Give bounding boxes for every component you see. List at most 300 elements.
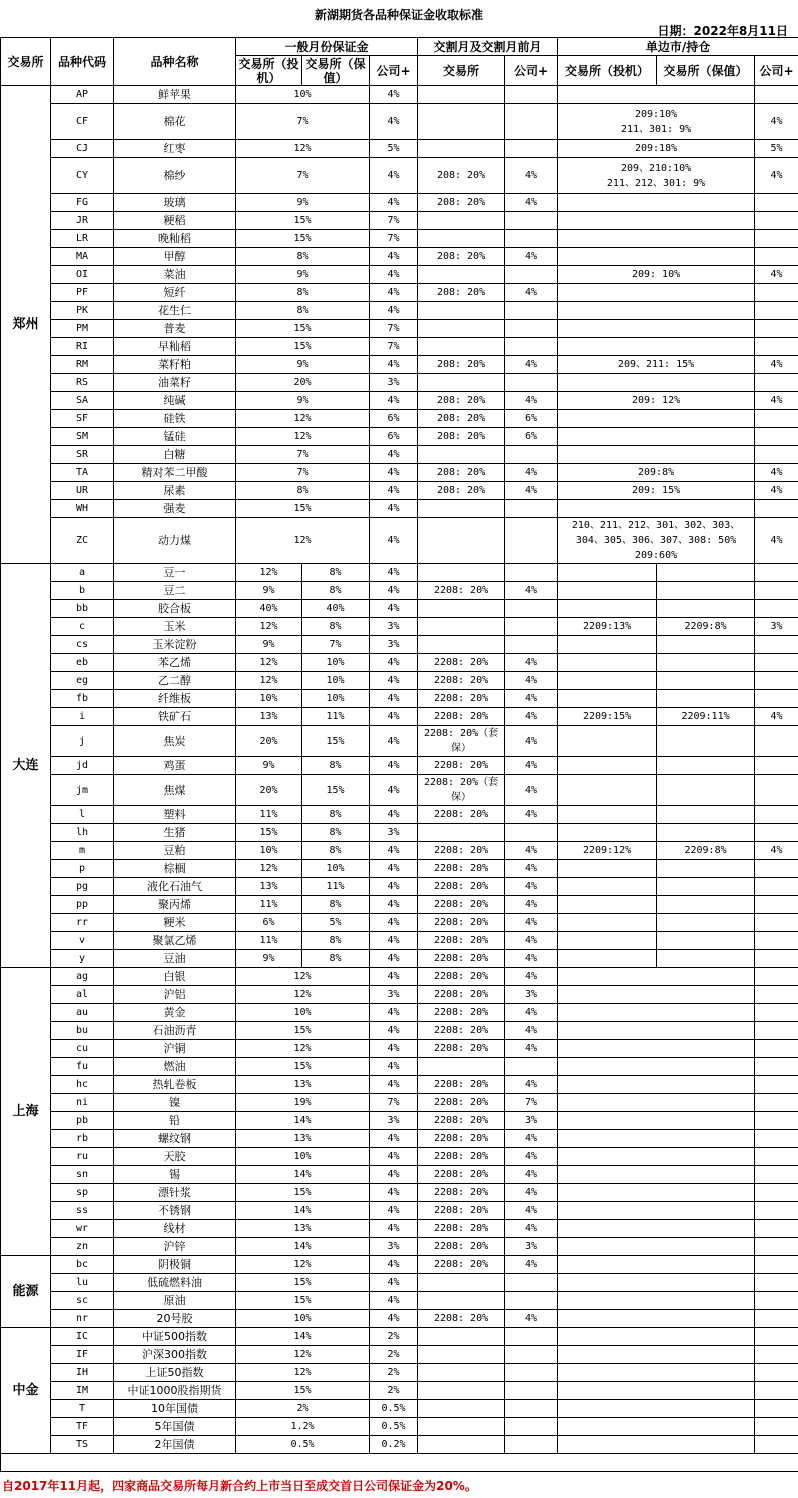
table-row [1, 1292, 798, 1310]
product-code: bu [51, 1022, 114, 1040]
unilateral-exchange-margin: 209、210:10% 211、212、301: 9% [558, 158, 755, 194]
unilateral-company-margin [755, 1166, 798, 1184]
unilateral-exchange-margin [558, 986, 755, 1004]
table-row [1, 158, 798, 194]
unilateral-company-margin [755, 1364, 798, 1382]
unilateral-company-margin [755, 428, 798, 446]
general-exchange-hedge: 8% [302, 842, 370, 860]
unilateral-exchange-margin [558, 1094, 755, 1112]
unilateral-exchange-hedge [657, 775, 755, 806]
product-name: 纯碱 [114, 392, 236, 410]
general-company-margin: 4% [370, 1220, 418, 1238]
general-company-margin: 3% [370, 824, 418, 842]
general-company-margin: 4% [370, 1004, 418, 1022]
general-company-margin: 7% [370, 212, 418, 230]
general-exchange-spec: 13% [236, 878, 302, 896]
product-code: ZC [51, 518, 114, 564]
product-code: eb [51, 654, 114, 672]
unilateral-company-margin: 4% [755, 266, 798, 284]
delivery-company-margin: 4% [505, 914, 558, 932]
unilateral-company-margin [755, 86, 798, 104]
product-code: IF [51, 1346, 114, 1364]
product-name: 乙二醇 [114, 672, 236, 690]
general-company-margin: 4% [370, 1130, 418, 1148]
product-name: 原油 [114, 1292, 236, 1310]
delivery-exchange-margin [418, 446, 505, 464]
delivery-company-margin [505, 230, 558, 248]
product-name: 早籼稻 [114, 338, 236, 356]
general-exchange-hedge: 8% [302, 896, 370, 914]
delivery-exchange-margin [418, 564, 505, 582]
general-exchange-margin: 12% [236, 968, 370, 986]
unilateral-company-margin [755, 230, 798, 248]
general-exchange-margin: 15% [236, 1382, 370, 1400]
delivery-exchange-margin: 2208: 20% [418, 1130, 505, 1148]
table-row [1, 230, 798, 248]
product-name: 菜油 [114, 266, 236, 284]
general-company-margin: 4% [370, 1076, 418, 1094]
product-code: ni [51, 1094, 114, 1112]
unilateral-exchange-margin [558, 248, 755, 266]
general-company-margin: 4% [370, 1022, 418, 1040]
unilateral-exchange-margin [558, 212, 755, 230]
unilateral-exchange-margin: 209:18% [558, 140, 755, 158]
general-company-margin: 4% [370, 775, 418, 806]
unilateral-company-margin [755, 1418, 798, 1436]
product-code: lu [51, 1274, 114, 1292]
general-company-margin: 4% [370, 842, 418, 860]
delivery-company-margin [505, 1400, 558, 1418]
delivery-company-margin [505, 1364, 558, 1382]
general-company-margin: 4% [370, 654, 418, 672]
unilateral-exchange-margin [558, 302, 755, 320]
product-code: JR [51, 212, 114, 230]
general-exchange-margin: 19% [236, 1094, 370, 1112]
unilateral-company-margin: 4% [755, 842, 798, 860]
table-row [1, 266, 798, 284]
unilateral-exchange-spec: 2209:13% [558, 618, 657, 636]
unilateral-exchange-margin [558, 86, 755, 104]
general-exchange-margin: 12% [236, 1364, 370, 1382]
general-exchange-margin: 12% [236, 410, 370, 428]
delivery-company-margin: 4% [505, 1220, 558, 1238]
unilateral-company-margin [755, 775, 798, 806]
general-company-margin: 4% [370, 158, 418, 194]
general-exchange-hedge: 7% [302, 636, 370, 654]
delivery-exchange-margin [418, 1382, 505, 1400]
unilateral-company-margin [755, 320, 798, 338]
product-name: 漂针浆 [114, 1184, 236, 1202]
general-exchange-spec: 9% [236, 757, 302, 775]
delivery-exchange-margin: 208: 20% [418, 248, 505, 266]
unilateral-exchange-spec [558, 950, 657, 968]
unilateral-exchange-spec [558, 726, 657, 757]
general-exchange-margin: 12% [236, 140, 370, 158]
product-name: 锰硅 [114, 428, 236, 446]
unilateral-exchange-hedge [657, 860, 755, 878]
general-exchange-margin: 7% [236, 158, 370, 194]
general-exchange-hedge: 8% [302, 950, 370, 968]
delivery-exchange-margin [418, 824, 505, 842]
delivery-company-margin: 4% [505, 1202, 558, 1220]
delivery-company-margin [505, 1292, 558, 1310]
delivery-exchange-margin: 2208: 20% [418, 878, 505, 896]
header-exchange: 交易所 [1, 38, 51, 86]
table-row [1, 690, 798, 708]
general-company-margin: 4% [370, 284, 418, 302]
unilateral-exchange-margin [558, 1166, 755, 1184]
product-code: nr [51, 1310, 114, 1328]
unilateral-exchange-hedge [657, 932, 755, 950]
product-code: bb [51, 600, 114, 618]
delivery-company-margin: 4% [505, 950, 558, 968]
product-code: j [51, 726, 114, 757]
delivery-exchange-margin: 2208: 20% [418, 932, 505, 950]
unilateral-company-margin [755, 564, 798, 582]
delivery-company-margin: 4% [505, 1256, 558, 1274]
product-name: 不锈钢 [114, 1202, 236, 1220]
unilateral-exchange-hedge [657, 806, 755, 824]
unilateral-company-margin [755, 986, 798, 1004]
product-name: 10年国债 [114, 1400, 236, 1418]
product-name: 豆油 [114, 950, 236, 968]
product-code: T [51, 1400, 114, 1418]
unilateral-company-margin [755, 1076, 798, 1094]
general-exchange-hedge: 8% [302, 618, 370, 636]
general-company-margin: 3% [370, 636, 418, 654]
delivery-exchange-margin [418, 140, 505, 158]
product-code: bc [51, 1256, 114, 1274]
delivery-company-margin: 4% [505, 878, 558, 896]
table-row [1, 896, 798, 914]
unilateral-exchange-spec: 2209:12% [558, 842, 657, 860]
unilateral-exchange-margin [558, 1058, 755, 1076]
product-name: 石油沥青 [114, 1022, 236, 1040]
product-name: 玉米淀粉 [114, 636, 236, 654]
delivery-exchange-margin: 2208: 20% [418, 896, 505, 914]
delivery-exchange-margin: 2208: 20% [418, 1166, 505, 1184]
delivery-exchange-margin [418, 1328, 505, 1346]
delivery-company-margin: 6% [505, 428, 558, 446]
general-company-margin: 4% [370, 1274, 418, 1292]
product-code: a [51, 564, 114, 582]
product-name: 纤维板 [114, 690, 236, 708]
table-row [1, 338, 798, 356]
general-company-margin: 4% [370, 950, 418, 968]
product-code: CF [51, 104, 114, 140]
delivery-company-margin: 4% [505, 806, 558, 824]
general-company-margin: 4% [370, 194, 418, 212]
unilateral-company-margin [755, 932, 798, 950]
general-company-margin: 4% [370, 104, 418, 140]
product-code: SR [51, 446, 114, 464]
product-code: pp [51, 896, 114, 914]
general-company-margin: 4% [370, 500, 418, 518]
product-code: b [51, 582, 114, 600]
delivery-exchange-margin: 208: 20% [418, 410, 505, 428]
unilateral-exchange-hedge [657, 824, 755, 842]
unilateral-exchange-hedge [657, 757, 755, 775]
product-code: cu [51, 1040, 114, 1058]
general-exchange-margin: 14% [236, 1202, 370, 1220]
general-exchange-spec: 6% [236, 914, 302, 932]
exchange-label: 郑州 [1, 86, 51, 564]
delivery-company-margin [505, 500, 558, 518]
delivery-company-margin [505, 1418, 558, 1436]
general-company-margin: 4% [370, 302, 418, 320]
header-delivery-company: 公司+ [505, 56, 558, 86]
general-exchange-hedge: 11% [302, 708, 370, 726]
exchange-label: 中金 [1, 1328, 51, 1454]
table-row [1, 482, 798, 500]
delivery-company-margin: 4% [505, 1310, 558, 1328]
product-code: al [51, 986, 114, 1004]
delivery-company-margin: 4% [505, 860, 558, 878]
table-row [1, 806, 798, 824]
general-exchange-spec: 12% [236, 564, 302, 582]
product-name: 焦炭 [114, 726, 236, 757]
table-row [1, 500, 798, 518]
general-company-margin: 6% [370, 410, 418, 428]
general-exchange-spec: 11% [236, 932, 302, 950]
product-code: y [51, 950, 114, 968]
general-exchange-spec: 12% [236, 618, 302, 636]
product-name: 粳稻 [114, 212, 236, 230]
table-row [1, 302, 798, 320]
product-name: 玻璃 [114, 194, 236, 212]
unilateral-company-margin [755, 1436, 798, 1454]
unilateral-exchange-margin [558, 1004, 755, 1022]
header-general-exchange-spec: 交易所（投机） [236, 56, 302, 86]
delivery-company-margin: 4% [505, 654, 558, 672]
table-row [1, 1418, 798, 1436]
general-exchange-margin: 9% [236, 266, 370, 284]
table-row [1, 1130, 798, 1148]
product-name: 焦煤 [114, 775, 236, 806]
general-company-margin: 4% [370, 1148, 418, 1166]
unilateral-company-margin [755, 1112, 798, 1130]
product-name: 天胶 [114, 1148, 236, 1166]
unilateral-exchange-margin [558, 1274, 755, 1292]
delivery-company-margin [505, 374, 558, 392]
general-company-margin: 4% [370, 690, 418, 708]
product-name: 线材 [114, 1220, 236, 1238]
product-name: 油菜籽 [114, 374, 236, 392]
table-row [1, 1040, 798, 1058]
delivery-company-margin [505, 564, 558, 582]
table-row [1, 428, 798, 446]
delivery-company-margin: 3% [505, 986, 558, 1004]
unilateral-company-margin [755, 248, 798, 266]
delivery-company-margin [505, 1328, 558, 1346]
product-name: 棉花 [114, 104, 236, 140]
delivery-exchange-margin: 2208: 20% [418, 1040, 505, 1058]
unilateral-company-margin [755, 726, 798, 757]
delivery-exchange-margin [418, 86, 505, 104]
general-company-margin: 4% [370, 564, 418, 582]
general-exchange-margin: 15% [236, 1292, 370, 1310]
table-row [1, 582, 798, 600]
product-code: PM [51, 320, 114, 338]
delivery-exchange-margin: 2208: 20% [418, 968, 505, 986]
table-row [1, 1022, 798, 1040]
product-name: 黄金 [114, 1004, 236, 1022]
delivery-company-margin [505, 104, 558, 140]
delivery-company-margin: 4% [505, 757, 558, 775]
general-exchange-margin: 12% [236, 428, 370, 446]
table-row [1, 757, 798, 775]
product-name: 低硫燃料油 [114, 1274, 236, 1292]
unilateral-exchange-margin [558, 194, 755, 212]
general-exchange-margin: 7% [236, 446, 370, 464]
unilateral-company-margin [755, 757, 798, 775]
unilateral-exchange-margin [558, 230, 755, 248]
general-exchange-margin: 14% [236, 1328, 370, 1346]
delivery-exchange-margin: 208: 20% [418, 392, 505, 410]
general-company-margin: 0.2% [370, 1436, 418, 1454]
delivery-company-margin [505, 824, 558, 842]
table-row [1, 464, 798, 482]
general-exchange-hedge: 10% [302, 860, 370, 878]
general-exchange-hedge: 10% [302, 672, 370, 690]
delivery-company-margin [505, 86, 558, 104]
unilateral-company-margin [755, 1220, 798, 1238]
product-name: 菜籽粕 [114, 356, 236, 374]
delivery-exchange-margin: 2208: 20% [418, 860, 505, 878]
general-company-margin: 3% [370, 986, 418, 1004]
product-code: AP [51, 86, 114, 104]
unilateral-exchange-hedge [657, 914, 755, 932]
unilateral-company-margin [755, 1202, 798, 1220]
product-code: rr [51, 914, 114, 932]
unilateral-company-margin [755, 194, 798, 212]
unilateral-exchange-hedge [657, 950, 755, 968]
general-exchange-spec: 40% [236, 600, 302, 618]
product-code: sn [51, 1166, 114, 1184]
unilateral-exchange-spec [558, 672, 657, 690]
unilateral-exchange-spec [558, 690, 657, 708]
delivery-company-margin: 4% [505, 1130, 558, 1148]
product-name: 中证500指数 [114, 1328, 236, 1346]
delivery-company-margin [505, 618, 558, 636]
delivery-company-margin [505, 212, 558, 230]
product-code: ss [51, 1202, 114, 1220]
header-unilateral-exchange-hedge: 交易所（保值） [657, 56, 755, 86]
table-row [1, 636, 798, 654]
unilateral-company-margin [755, 1022, 798, 1040]
delivery-exchange-margin [418, 266, 505, 284]
delivery-company-margin [505, 302, 558, 320]
unilateral-company-margin [755, 806, 798, 824]
delivery-exchange-margin [418, 374, 505, 392]
delivery-company-margin: 4% [505, 726, 558, 757]
delivery-exchange-margin: 2208: 20% [418, 1004, 505, 1022]
general-company-margin: 4% [370, 1256, 418, 1274]
table-row [1, 212, 798, 230]
general-exchange-margin: 10% [236, 1310, 370, 1328]
delivery-exchange-margin [418, 338, 505, 356]
table-row [1, 1112, 798, 1130]
general-company-margin: 7% [370, 320, 418, 338]
unilateral-exchange-margin [558, 1184, 755, 1202]
delivery-company-margin: 4% [505, 672, 558, 690]
unilateral-company-margin [755, 878, 798, 896]
delivery-exchange-margin: 2208: 20% [418, 708, 505, 726]
table-row [1, 986, 798, 1004]
product-code: ru [51, 1148, 114, 1166]
general-company-margin: 4% [370, 266, 418, 284]
delivery-exchange-margin: 2208: 20% [418, 1238, 505, 1256]
table-row [1, 1058, 798, 1076]
general-company-margin: 4% [370, 1202, 418, 1220]
delivery-exchange-margin [418, 104, 505, 140]
product-code: i [51, 708, 114, 726]
delivery-company-margin: 4% [505, 932, 558, 950]
product-name: 豆粕 [114, 842, 236, 860]
delivery-exchange-margin: 2208: 20% [418, 690, 505, 708]
unilateral-company-margin [755, 690, 798, 708]
product-name: 白银 [114, 968, 236, 986]
product-name: 铅 [114, 1112, 236, 1130]
table-row [1, 1184, 798, 1202]
general-company-margin: 7% [370, 230, 418, 248]
general-exchange-margin: 14% [236, 1166, 370, 1184]
product-code: SF [51, 410, 114, 428]
general-company-margin: 4% [370, 356, 418, 374]
table-row [1, 878, 798, 896]
product-name: 棉纱 [114, 158, 236, 194]
general-company-margin: 4% [370, 248, 418, 266]
table-row [1, 1310, 798, 1328]
product-name: 阴极铜 [114, 1256, 236, 1274]
table-row [1, 410, 798, 428]
product-code: WH [51, 500, 114, 518]
general-exchange-margin: 12% [236, 518, 370, 564]
delivery-company-margin: 4% [505, 194, 558, 212]
delivery-company-margin: 7% [505, 1094, 558, 1112]
general-company-margin: 4% [370, 757, 418, 775]
delivery-company-margin: 6% [505, 410, 558, 428]
table-row [1, 950, 798, 968]
product-code: RM [51, 356, 114, 374]
general-exchange-margin: 15% [236, 1058, 370, 1076]
unilateral-exchange-hedge: 2209:8% [657, 842, 755, 860]
general-company-margin: 3% [370, 1112, 418, 1130]
unilateral-exchange-spec [558, 914, 657, 932]
unilateral-company-margin [755, 1148, 798, 1166]
header-unilateral-company: 公司+ [755, 56, 798, 86]
delivery-company-margin: 4% [505, 1040, 558, 1058]
general-company-margin: 3% [370, 618, 418, 636]
table-row [1, 654, 798, 672]
product-code: zn [51, 1238, 114, 1256]
table-row [1, 860, 798, 878]
product-name: 硅铁 [114, 410, 236, 428]
product-code: cs [51, 636, 114, 654]
delivery-company-margin [505, 320, 558, 338]
header-name: 品种名称 [114, 38, 236, 86]
unilateral-company-margin: 4% [755, 356, 798, 374]
general-exchange-spec: 9% [236, 636, 302, 654]
delivery-exchange-margin [418, 600, 505, 618]
delivery-exchange-margin [418, 1274, 505, 1292]
product-code: p [51, 860, 114, 878]
unilateral-exchange-spec [558, 806, 657, 824]
delivery-exchange-margin: 2208: 20%（套 保） [418, 775, 505, 806]
table-row [1, 708, 798, 726]
delivery-exchange-margin [418, 1292, 505, 1310]
table-row [1, 104, 798, 140]
